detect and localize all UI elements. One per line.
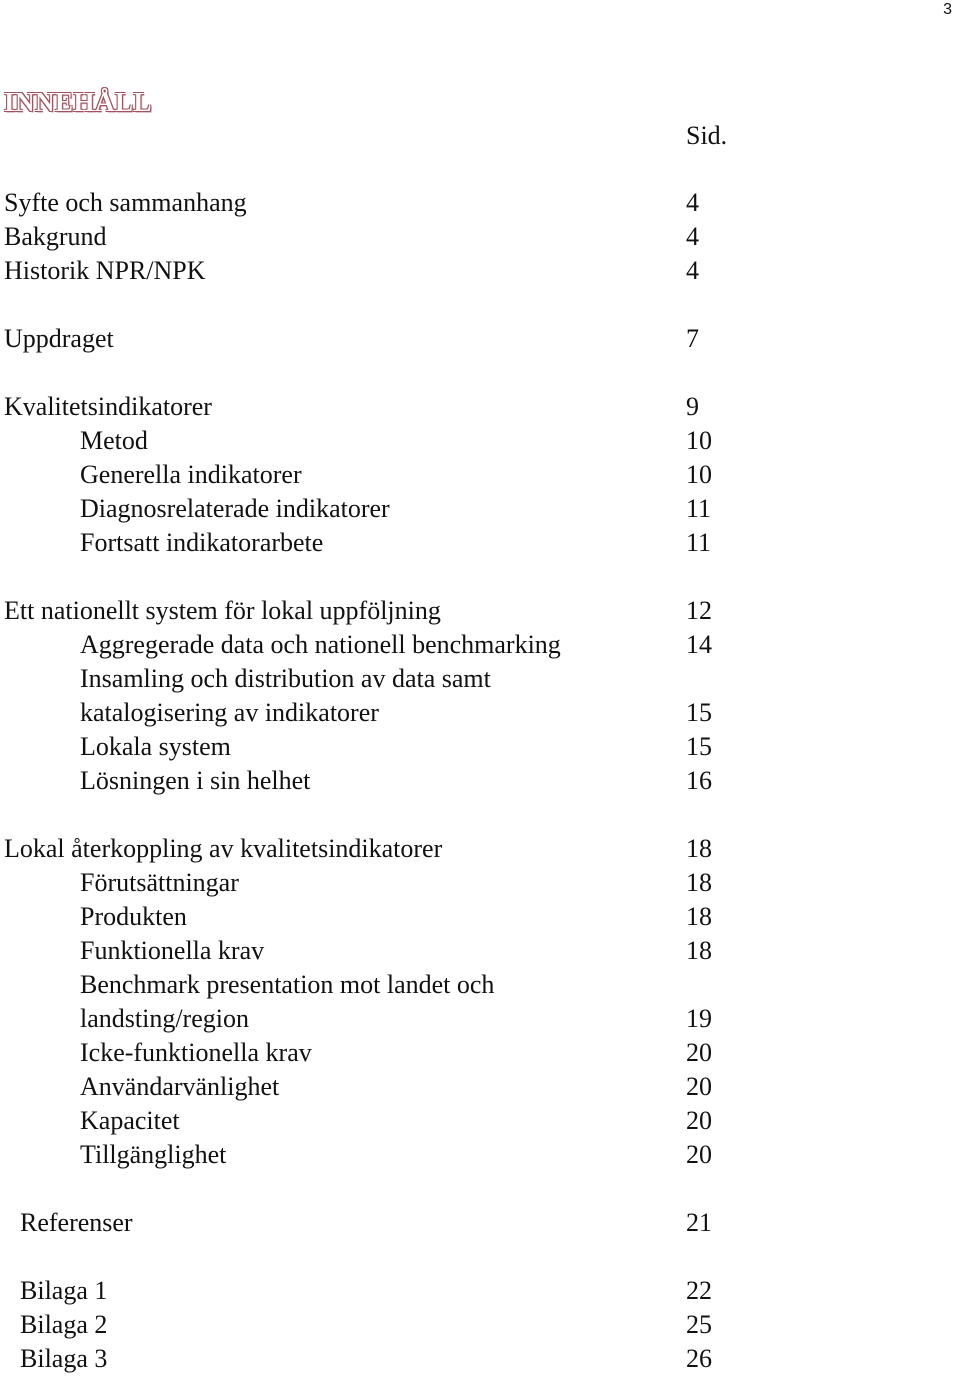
toc-entry	[0, 662, 760, 696]
toc-entry	[0, 220, 760, 254]
toc-entry	[0, 1104, 760, 1138]
toc-entry-page: 20	[686, 1038, 712, 1067]
toc-entry-title: Tillgänglighet	[80, 1140, 227, 1169]
toc-entry-page: 16	[686, 766, 712, 795]
toc-entry-page: 4	[686, 188, 699, 217]
toc-entry-page: 18	[686, 936, 712, 965]
toc-entry	[0, 1206, 760, 1240]
toc-entry-title: landsting/region	[80, 1004, 249, 1033]
toc-entry-page: 18	[686, 868, 712, 897]
toc-entry-page: 21	[686, 1208, 712, 1237]
toc-entry-page: 19	[686, 1004, 712, 1033]
toc-entry-title: Uppdraget	[4, 324, 114, 353]
toc-entry	[0, 322, 760, 356]
toc-entry-page: 20	[686, 1106, 712, 1135]
toc-entry	[0, 1070, 760, 1104]
toc-entry-page: 20	[686, 1140, 712, 1169]
toc-entry	[0, 1274, 760, 1308]
toc-entry-title: Funktionella krav	[80, 936, 265, 965]
toc-entry-title: Historik NPR/NPK	[4, 256, 206, 285]
toc-entry-title: Produkten	[80, 902, 187, 931]
toc-entry-title: katalogisering av indikatorer	[80, 698, 379, 727]
toc-entry-title: Kapacitet	[80, 1106, 180, 1135]
toc-entry	[0, 1308, 760, 1342]
toc-entry-title: Bilaga 2	[20, 1310, 108, 1339]
toc-entry-title: Bilaga 3	[20, 1344, 108, 1373]
toc-entry	[0, 594, 760, 628]
toc-entry	[0, 424, 760, 458]
toc-entry-page: 26	[686, 1344, 712, 1373]
toc-entry-page: 10	[686, 460, 712, 489]
toc-entry-title: Aggregerade data och nationell benchmarking	[80, 630, 561, 659]
toc-entry-page: 11	[686, 494, 712, 523]
toc-entry-page: 9	[686, 392, 699, 421]
toc-entry	[0, 968, 760, 1002]
toc-entry-page: 22	[686, 1276, 712, 1305]
toc-entry-title: Bilaga 1	[20, 1276, 108, 1305]
toc-entry-title: Diagnosrelaterade indikatorer	[80, 494, 390, 523]
toc-entry	[0, 1342, 760, 1376]
toc-entry-title: Icke-funktionella krav	[80, 1038, 312, 1067]
toc-entry-page: 12	[686, 596, 712, 625]
toc-entry	[0, 832, 760, 866]
toc-entry-page: 18	[686, 902, 712, 931]
toc-entry-title: Benchmark presentation mot landet och	[80, 970, 495, 999]
toc-entry	[0, 730, 760, 764]
toc-entry	[0, 1002, 760, 1036]
toc-entry	[0, 526, 760, 560]
toc-entry-title: Syfte och sammanhang	[4, 188, 247, 217]
toc-entry	[0, 1036, 760, 1070]
toc-entry	[0, 900, 760, 934]
toc-entry-title: Metod	[80, 426, 148, 455]
toc-entry-title: Kvalitetsindikatorer	[4, 392, 212, 421]
toc-entry-page: 18	[686, 834, 712, 863]
page-column-label: Sid.	[686, 121, 728, 150]
toc-entry-page: 14	[686, 630, 712, 659]
toc-heading: INNEHÅLL	[4, 87, 153, 117]
toc-entry-page: 15	[686, 698, 712, 727]
toc-entry-title: Bakgrund	[4, 222, 107, 251]
toc-entry-page: 20	[686, 1072, 712, 1101]
toc-entry	[0, 934, 760, 968]
toc-entry-title: Ett nationellt system för lokal uppföljning	[4, 596, 441, 625]
toc-entry	[0, 764, 760, 798]
toc-entry-title: Lokal återkoppling av kvalitetsindikatorer	[4, 834, 443, 863]
toc-entry-page: 4	[686, 222, 699, 251]
page-number: 3	[943, 1, 952, 18]
toc-entry-page: 7	[686, 324, 699, 353]
toc-entry-page: 25	[686, 1310, 712, 1339]
toc-entry-title: Fortsatt indikatorarbete	[80, 528, 324, 557]
toc-entry	[0, 696, 760, 730]
toc-entry-title: Lösningen i sin helhet	[80, 766, 311, 795]
toc-entry-title: Lokala system	[80, 732, 231, 761]
toc-entry-page: 11	[686, 528, 712, 557]
toc-entry-page: 15	[686, 732, 712, 761]
toc-entry	[0, 866, 760, 900]
toc-entry-title: Referenser	[20, 1208, 133, 1237]
toc-entry	[0, 1138, 760, 1172]
toc-entry-title: Användarvänlighet	[80, 1072, 280, 1101]
toc-entry-title: Förutsättningar	[80, 868, 239, 897]
toc-entry	[0, 628, 760, 662]
toc-entry-title: Insamling och distribution av data samt	[80, 664, 491, 693]
toc-entry-page: 4	[686, 256, 699, 285]
toc-entry	[0, 390, 760, 424]
toc-entry	[0, 458, 760, 492]
toc-entry	[0, 186, 760, 220]
toc-entry	[0, 254, 760, 288]
toc-entry-page: 10	[686, 426, 712, 455]
toc-entry-title: Generella indikatorer	[80, 460, 302, 489]
toc-entry	[0, 492, 760, 526]
